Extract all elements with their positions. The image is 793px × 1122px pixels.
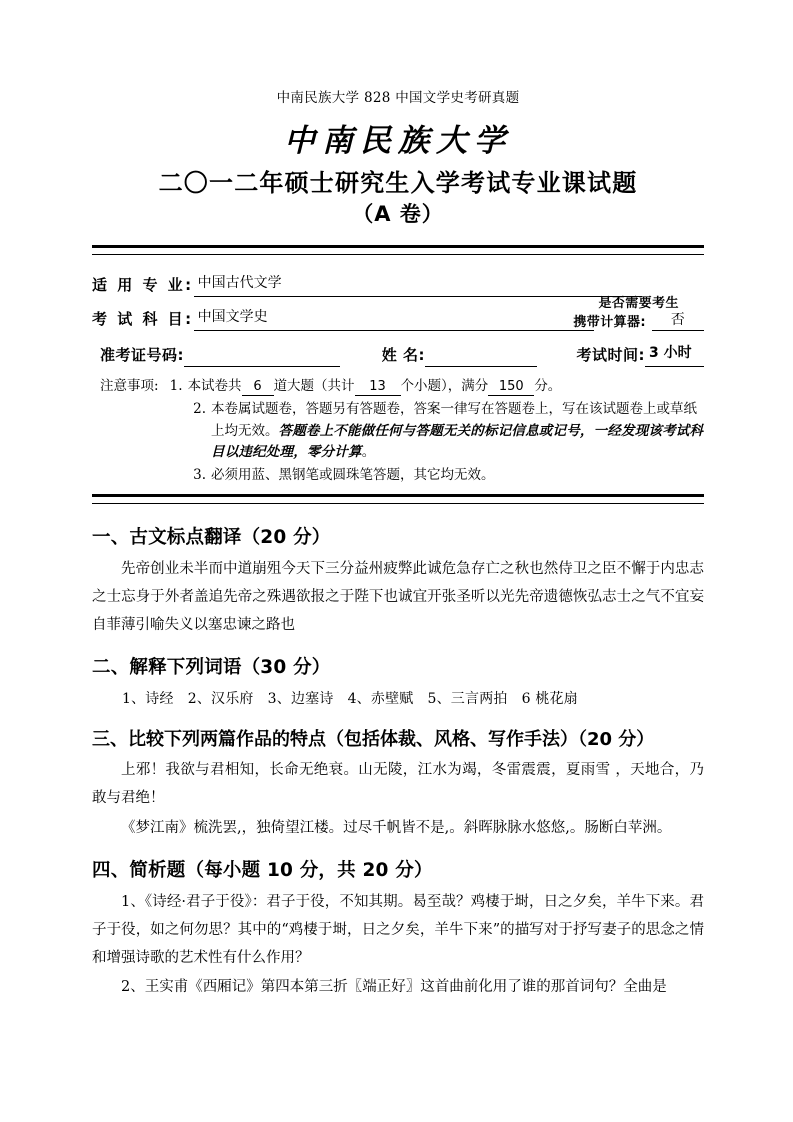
page-content xyxy=(92,0,704,1004)
note-item-3 xyxy=(92,465,704,487)
term-item-3: 3、边塞诗 xyxy=(267,690,334,707)
duration-value: 3 小时 xyxy=(645,344,704,367)
note-1-text-d: 分。 xyxy=(534,377,562,394)
note-1-body xyxy=(188,376,704,398)
questions-section xyxy=(92,526,704,1002)
ticket-number-value[interactable] xyxy=(184,344,340,367)
question-3-body-2: 《梦江南》梳洗罢,，独倚望江楼。过尽千帆皆不是,。斜晖脉脉水悠悠,。肠断白苹洲。 xyxy=(121,820,672,837)
subject-value[interactable]: 中国文学史 xyxy=(194,308,594,331)
exam-title: 二〇一二年硕士研究生入学考试专业课试题 xyxy=(158,169,638,198)
question-1-heading: 一、古文标点翻译（20 分） xyxy=(92,527,331,549)
calculator-label-line2-wrap xyxy=(573,312,704,331)
total-major-questions: 6 xyxy=(242,379,274,396)
question-4-sub-1: 1、《诗经·君子于役》：君子于役，不知其期。曷至哉？鸡棲于埘，日之夕矣，羊牛下来。君子于役，如之何勿思？其中的“鸡棲于埘，日之夕矣，羊牛下来”的描写对于抒写妻子的思念之情和增强诗歌的艺术性有什么作用？ xyxy=(92,893,704,966)
note-1-number: 1. xyxy=(169,377,183,394)
question-4-heading: 四、简析题（每小题 10 分，共 20 分） xyxy=(92,859,433,881)
note-1-text-b: 道大题（共计 xyxy=(273,377,355,394)
question-3-heading: 三、比较下列两篇作品的特点（包括体裁、风格、写作手法）（20 分） xyxy=(92,729,655,751)
total-sub-questions: 13 xyxy=(355,379,401,396)
note-2-text-normal: 本卷属试题卷，答题另有答题卷，答案一律写在答题卷上，写在该试题卷上或草纸上均无效。 xyxy=(211,400,697,439)
note-2-text-end: 。 xyxy=(361,444,376,461)
total-score: 150 xyxy=(488,379,534,396)
term-item-2: 2、汉乐府 xyxy=(187,690,254,707)
name-value[interactable] xyxy=(425,344,537,367)
note-2-text-emphasis: 答题卷上不能做任何与答题无关的标记信息或记号，一经发现该考试科目以违纪处理，零分计算 xyxy=(211,422,704,461)
name-label: 姓 名: xyxy=(381,345,426,364)
question-1-body: 先帝创业未半而中道崩殂今天下三分益州疲弊此诚危急存亡之秋也然侍卫之臣不懈于内忠志之士忘身于外者盖追先帝之殊遇欲报之于陛下也诚宜开张圣听以光先帝遗德恢弘志士之气不宜妄自菲薄引喻失义以塞忠谏之路也 xyxy=(92,561,704,633)
subject-row xyxy=(92,296,704,331)
note-item-1 xyxy=(92,376,704,398)
note-3-number: 3. xyxy=(193,467,206,484)
subject-label: 考 试 科 目: xyxy=(92,309,194,328)
question-3-body-1: 上邪！我欲与君相知，长命无绝衰。山无陵，江水为竭，冬雷震震，夏雨雪 ，天地合，乃敢与君绝！ xyxy=(92,762,704,807)
note-1-text-c: 个小题），满分 xyxy=(400,377,489,394)
question-2-terms xyxy=(92,686,704,713)
university-title: 中南民族大学 xyxy=(284,122,512,159)
exam-notes xyxy=(92,376,704,487)
calculator-label-line1: 是否需要考生 xyxy=(598,296,679,312)
question-4-sub-2: 2、王实甫《西厢记》第四本第三折〖端正好〗这首曲前化用了谁的那首词句？全曲是 xyxy=(121,979,667,996)
term-item-4: 4、赤壁赋 xyxy=(347,690,414,707)
major-value[interactable]: 中国古代文学 xyxy=(194,274,642,297)
candidate-row xyxy=(92,339,704,367)
major-label: 适 用 专 业: xyxy=(92,275,194,294)
exam-source-line: 中南民族大学 828 中国文学史考研真题 xyxy=(276,90,520,106)
note-1-text-a: 本试卷共 xyxy=(187,377,242,394)
note-2-number: 2. xyxy=(193,400,206,417)
ticket-number-label: 准考证号码: xyxy=(100,345,184,364)
paper-version: （A 卷） xyxy=(352,202,444,227)
exam-info-form xyxy=(92,271,704,367)
note-2-body xyxy=(211,399,704,465)
calculator-allowed-box xyxy=(573,292,704,331)
question-2-heading: 二、解释下列词语（30 分） xyxy=(92,656,331,678)
term-item-6: 6 桃花扇 xyxy=(521,690,578,707)
calculator-value[interactable]: 否 xyxy=(652,312,704,331)
header-divider xyxy=(92,245,704,255)
term-item-5: 5、三言两拍 xyxy=(427,690,508,707)
duration-label: 考试时间: xyxy=(576,345,646,364)
notes-title: 注意事项: xyxy=(100,377,159,394)
note-3-body: 必须用蓝、黑钢笔或圆珠笔答题，其它均无效。 xyxy=(211,467,495,484)
notes-divider xyxy=(92,494,704,504)
term-item-1: 1、诗经 xyxy=(122,690,174,707)
calculator-label-line2: 携带计算器: xyxy=(573,315,646,331)
note-item-2 xyxy=(92,399,704,465)
